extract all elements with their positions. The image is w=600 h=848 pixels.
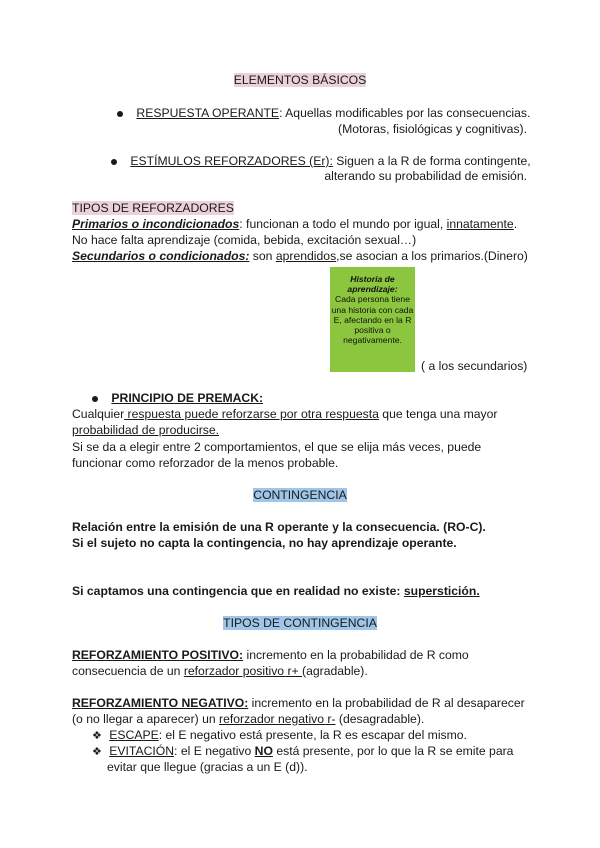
premack-p1: Cualquier respuesta puede reforzarse por otra respuesta que tenga una mayor [72,407,498,421]
premack-p2-line1: Si se da a elegir entre 2 comportamientos, el que se elija más veces, puede [72,440,482,454]
escape-item: ❖ ESCAPE: el E negativo está presente, la R es escapar del mismo. [92,728,467,742]
reforzamiento-negativo-line: REFORZAMIENTO NEGATIVO: incremento en la probabilidad de R al desaparecer [72,696,525,710]
evitacion-item: ❖ EVITACIÓN: el E negativo NO está presente, por lo que la R se emite para [92,744,514,758]
contingencia-line2: Si el sujeto no capta la contingencia, no hay aprendizaje operante. [72,536,457,550]
primarios-line: Primarios o incondicionados: funcionan a todo el mundo por igual, innatamente. [72,217,518,231]
reforzamiento-negativo-line2: (o no llegar a aparecer) un reforzador negativo r- (desagradable). [72,712,425,726]
estimulos-line2: alterando su probabilidad de emisión. [324,169,527,183]
estimulos-text: Siguen a la R de forma contingente, [332,154,531,168]
respuesta-text: : Aquellas modificables por las consecuencias. [279,106,531,120]
reforzamiento-positivo-line2: consecuencia de un reforzador positivo r+ (agradable). [72,664,368,678]
page-title: ELEMENTOS BÁSICOS [233,73,367,87]
secundarios-line: Secundarios o condicionados: son aprendidos,se asocian a los primarios.(Dinero) [72,249,528,263]
bullet-icon [111,159,117,165]
bullet-icon [92,396,98,402]
respuesta-term: RESPUESTA OPERANTE [136,106,280,120]
bullet-icon [117,111,123,117]
primarios-line2: No hace falta aprendizaje (comida, bebida, excitación sexual…) [72,233,417,247]
premack-p2-line2: funcionar como reforzador de la menos probable. [72,456,339,470]
contingencia-heading: CONTINGENCIA [253,488,347,502]
diamond-bullet-icon: ❖ [92,746,102,758]
reforzamiento-positivo-line: REFORZAMIENTO POSITIVO: incremento en la probabilidad de R como [72,648,469,662]
respuesta-line2: (Motoras, fisiológicas y cognitivas). [338,122,527,136]
historia-aprendizaje-box: Historia de aprendizaje: Cada persona tiene una historia con cada E, afectando en la R positiva o negativamente. [330,267,415,372]
premack-p1-line2: probabilidad de producirse. [72,423,220,437]
premack-heading-item [92,390,263,406]
respuesta-operante-item [117,105,530,121]
diamond-bullet-icon: ❖ [92,730,102,742]
tipos-reforzadores-heading: TIPOS DE REFORZADORES [72,201,234,215]
tipos-contingencia-heading: TIPOS DE CONTINGENCIA [223,616,377,630]
supersticion-line: Si captamos una contingencia que en realidad no existe: superstición. [72,584,480,598]
estimulos-term: ESTÍMULOS REFORZADORES (Er): [130,154,333,168]
estimulos-item [111,153,531,169]
box-note: ( a los secundarios) [421,359,528,373]
premack-heading: PRINCIPIO DE PREMACK: [111,391,264,405]
contingencia-line1: Relación entre la emisión de una R operante y la consecuencia. (RO-C). [72,520,486,534]
evitacion-line2: evitar que llegue (gracias a un E (d)). [107,760,308,774]
